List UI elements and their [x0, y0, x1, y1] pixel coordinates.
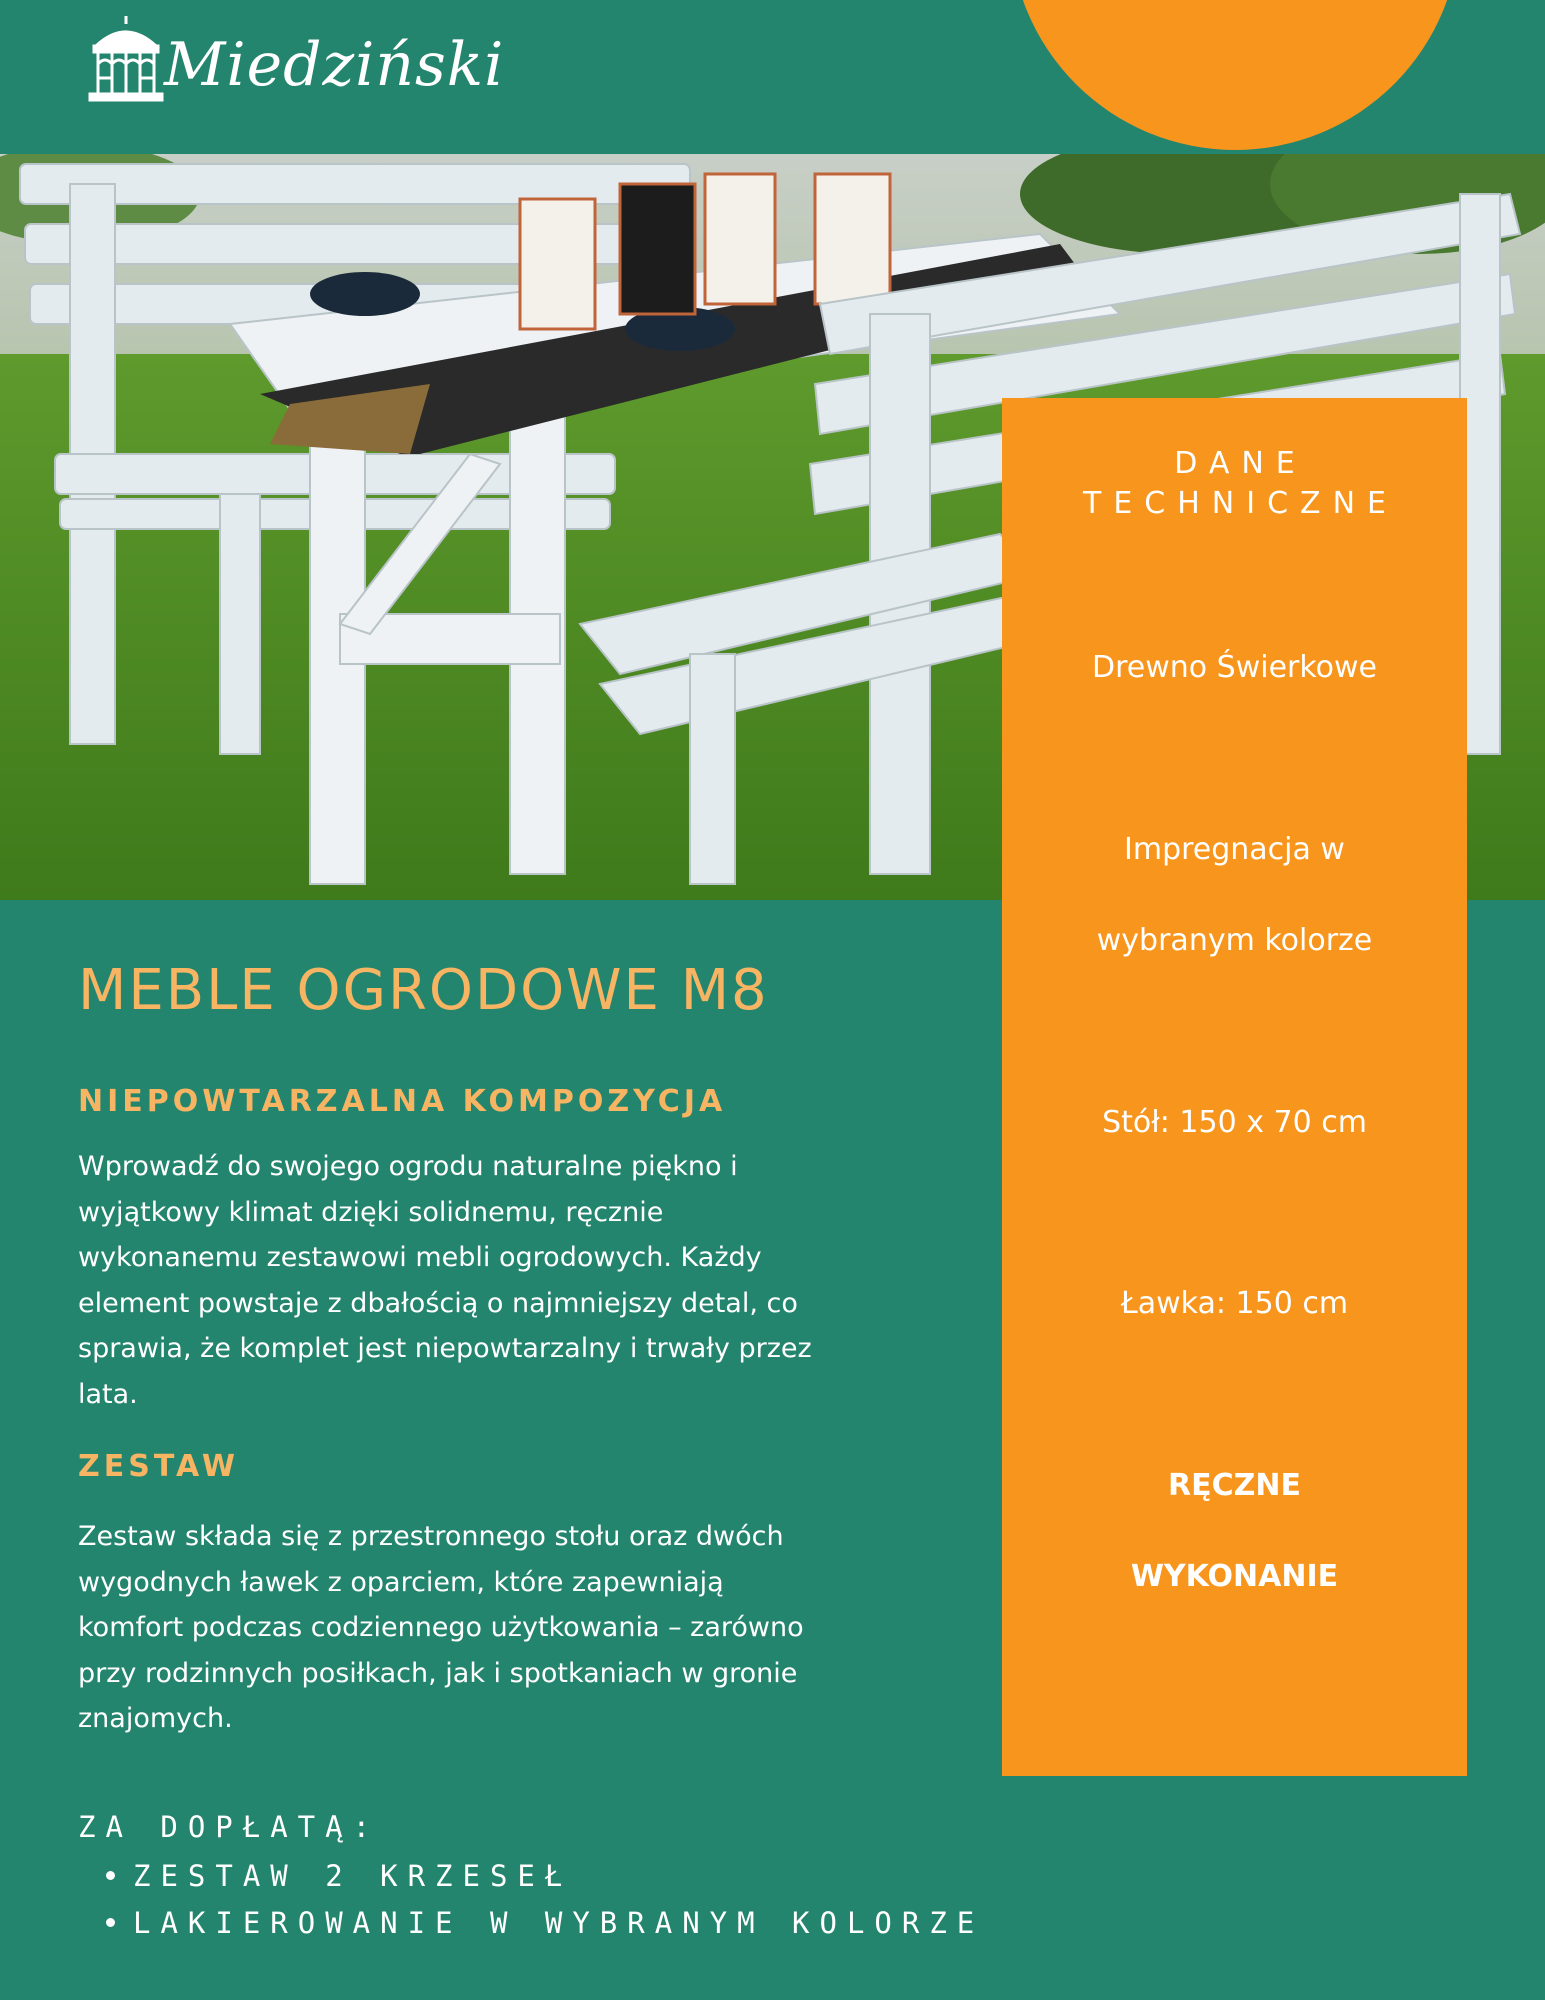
bullet-icon	[106, 1918, 115, 1927]
text-line: znajomych.	[78, 1703, 233, 1734]
section-heading-composition: NIEPOWTARZALNA KOMPOZYCJA	[78, 1084, 727, 1119]
spec-title-line2: TECHNICZNE	[1083, 486, 1398, 521]
product-title: MEBLE OGRODOWE M8	[78, 958, 769, 1023]
bullet-icon	[106, 1871, 115, 1880]
technical-specs-panel	[1002, 398, 1467, 1776]
text-line: lata.	[78, 1378, 138, 1410]
spec-title-line1: DANE	[1174, 446, 1307, 481]
spec-impregnation-line1: Impregnacja w	[1124, 832, 1345, 867]
extras-item-label: LAKIEROWANIE W WYBRANYM KOLORZE	[133, 1906, 985, 1940]
section-heading-set: ZESTAW	[78, 1449, 239, 1484]
extras-label: ZA DOPŁATĄ:	[78, 1810, 381, 1844]
section-text-set	[78, 1514, 908, 1742]
text-line: przy rodzinnych posiłkach, jak i spotkaniach w gronie	[78, 1657, 798, 1689]
spec-impregnation-line2: wybranym kolorze	[1096, 923, 1373, 958]
spec-table-size: Stół: 150 x 70 cm	[1102, 1105, 1367, 1140]
section-text-composition	[78, 1144, 908, 1417]
text-line: sprawia, że komplet jest niepowtarzalny i trwały przez	[78, 1333, 812, 1364]
text-line: wyjątkowy klimat dzięki solidnemu, ręcznie	[78, 1196, 664, 1228]
spec-bench-size: Ławka: 150 cm	[1120, 1286, 1349, 1321]
extras-item-chairs	[106, 1859, 572, 1893]
text-line: komfort podczas codziennego użytkowania – zarówno	[78, 1612, 804, 1643]
spec-material: Drewno Świerkowe	[1091, 650, 1378, 685]
text-line: wykonanemu zestawowi mebli ogrodowych. Każdy	[78, 1242, 762, 1273]
text-line: Zestaw składa się z przestronnego stołu oraz dwóch	[78, 1521, 784, 1552]
text-line: Wprowadź do swojego ogrodu naturalne piękno i	[78, 1151, 738, 1182]
extras-item-label: ZESTAW 2 KRZESEŁ	[133, 1859, 573, 1893]
spec-handmade-line1: RĘCZNE	[1168, 1468, 1301, 1503]
extras-item-varnish	[106, 1906, 984, 1940]
spec-panel-title	[1002, 444, 1467, 524]
gazebo-icon	[86, 12, 166, 102]
text-line: wygodnych ławek z oparciem, które zapewniają	[78, 1566, 724, 1598]
text-line: element powstaje z dbałością o najmniejszy detal, co	[78, 1287, 798, 1319]
brand-name: Miedziński	[164, 30, 505, 100]
brand-logo[interactable]	[86, 12, 505, 152]
spec-handmade-line2: WYKONANIE	[1130, 1559, 1339, 1594]
